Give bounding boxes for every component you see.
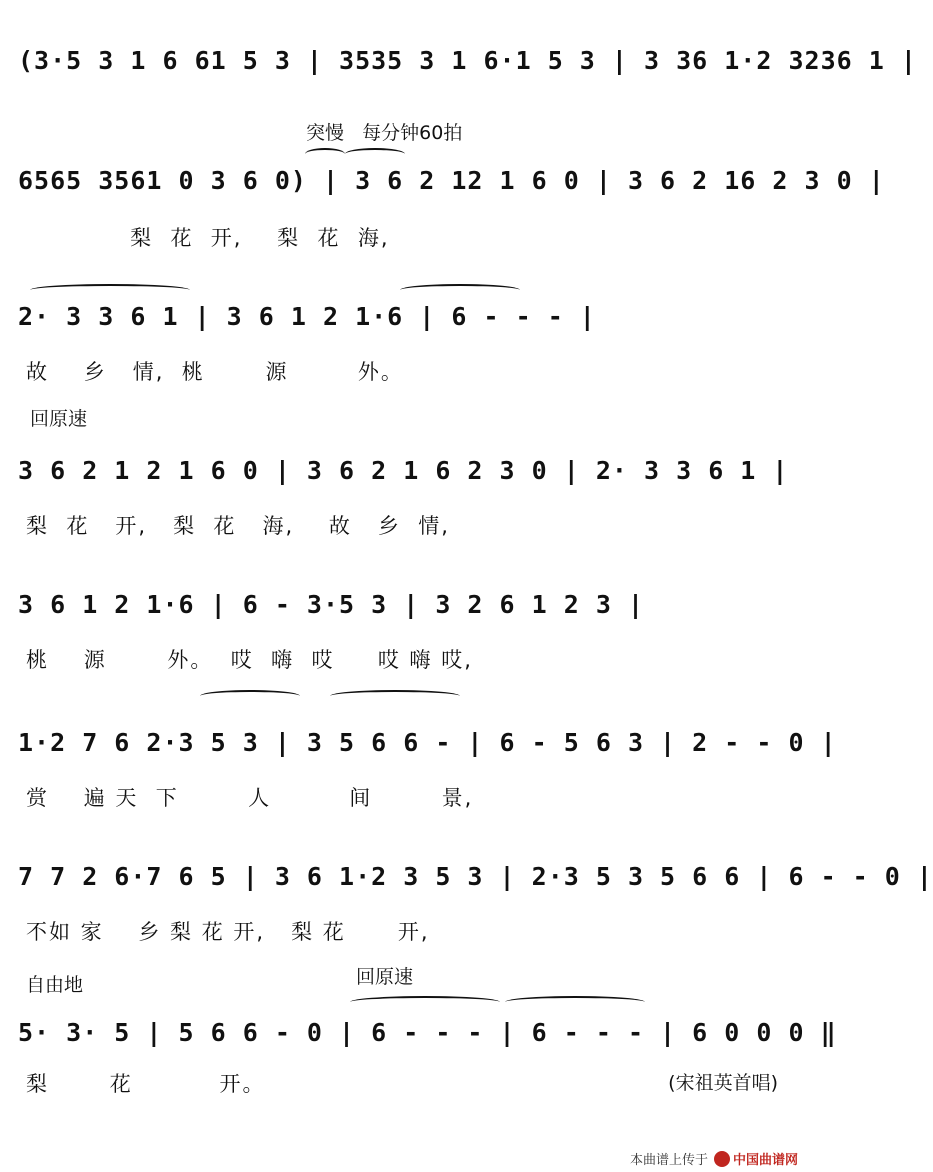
logo-icon (714, 1151, 730, 1167)
notation-line-3: 2· 3 3 6 1 | 3 6 1 2 1·6 | 6 - - - | (18, 301, 596, 331)
tempo-mark-free: 自由地 (26, 974, 84, 996)
notation-line-6: 1·2 7 6 2·3 5 3 | 3 5 6 6 - | 6 - 5 6 3 | 2 - - 0 | (18, 727, 837, 757)
lyric-line-4: 梨 花 开, 梨 花 海, 故 乡 情, (26, 514, 450, 538)
notation-line-1: (3·5 3 1 6 61 5 3 | 3535 3 1 6·1 5 3 | 3 36 1·2 3236 1 | (18, 45, 917, 75)
slur-mark (505, 996, 645, 1008)
tempo-mark-back-2: 回原速 (356, 966, 414, 988)
singer-credit: (宋祖英首唱) (668, 1072, 778, 1094)
slur-mark (350, 996, 500, 1008)
footer-text: 本曲谱上传于 (629, 1153, 708, 1168)
slur-mark (30, 284, 190, 296)
site-logo[interactable] (714, 1149, 798, 1168)
notation-line-5: 3 6 1 2 1·6 | 6 - 3·5 3 | 3 2 6 1 2 3 | (18, 589, 644, 619)
slur-mark (305, 148, 345, 160)
notation-line-2: 6565 3561 0 3 6 0) | 3 6 2 12 1 6 0 | 3 6 2 16 2 3 0 | (18, 165, 885, 195)
lyric-line-2: 梨 花 开, 梨 花 海, (26, 226, 390, 250)
notation-line-4: 3 6 2 1 2 1 6 0 | 3 6 2 1 6 2 3 0 | 2· 3 3 6 1 | (18, 455, 789, 485)
lyric-line-8: 梨 花 开。 (26, 1072, 266, 1096)
lyric-line-5: 桃 源 外。 哎 嗨 哎 哎 嗨 哎, (26, 648, 473, 672)
logo-text: 中国曲谱网 (732, 1153, 798, 1168)
slur-mark (345, 148, 405, 160)
tempo-mark-sudden-slow: 突慢 每分钟60拍 (306, 122, 463, 144)
notation-line-7: 7 7 2 6·7 6 5 | 3 6 1·2 3 5 3 | 2·3 5 3 5 6 6 | 6 - - 0 | (18, 861, 933, 891)
lyric-line-3: 故 乡 情, 桃 源 外。 (26, 360, 404, 384)
slur-mark (200, 690, 300, 702)
notation-line-8: 5· 3· 5 | 5 6 6 - 0 | 6 - - - | 6 - - - | 6 0 0 0 ‖ (18, 1017, 837, 1047)
tempo-mark-back-1: 回原速 (30, 408, 88, 430)
slur-mark (330, 690, 460, 702)
lyric-line-6: 赏 遍 天 下 人 间 景, (26, 786, 474, 810)
source-footer (630, 1149, 798, 1168)
lyric-line-7: 不如 家 乡 梨 花 开, 梨 花 开, (26, 920, 430, 944)
slur-mark (400, 284, 520, 296)
